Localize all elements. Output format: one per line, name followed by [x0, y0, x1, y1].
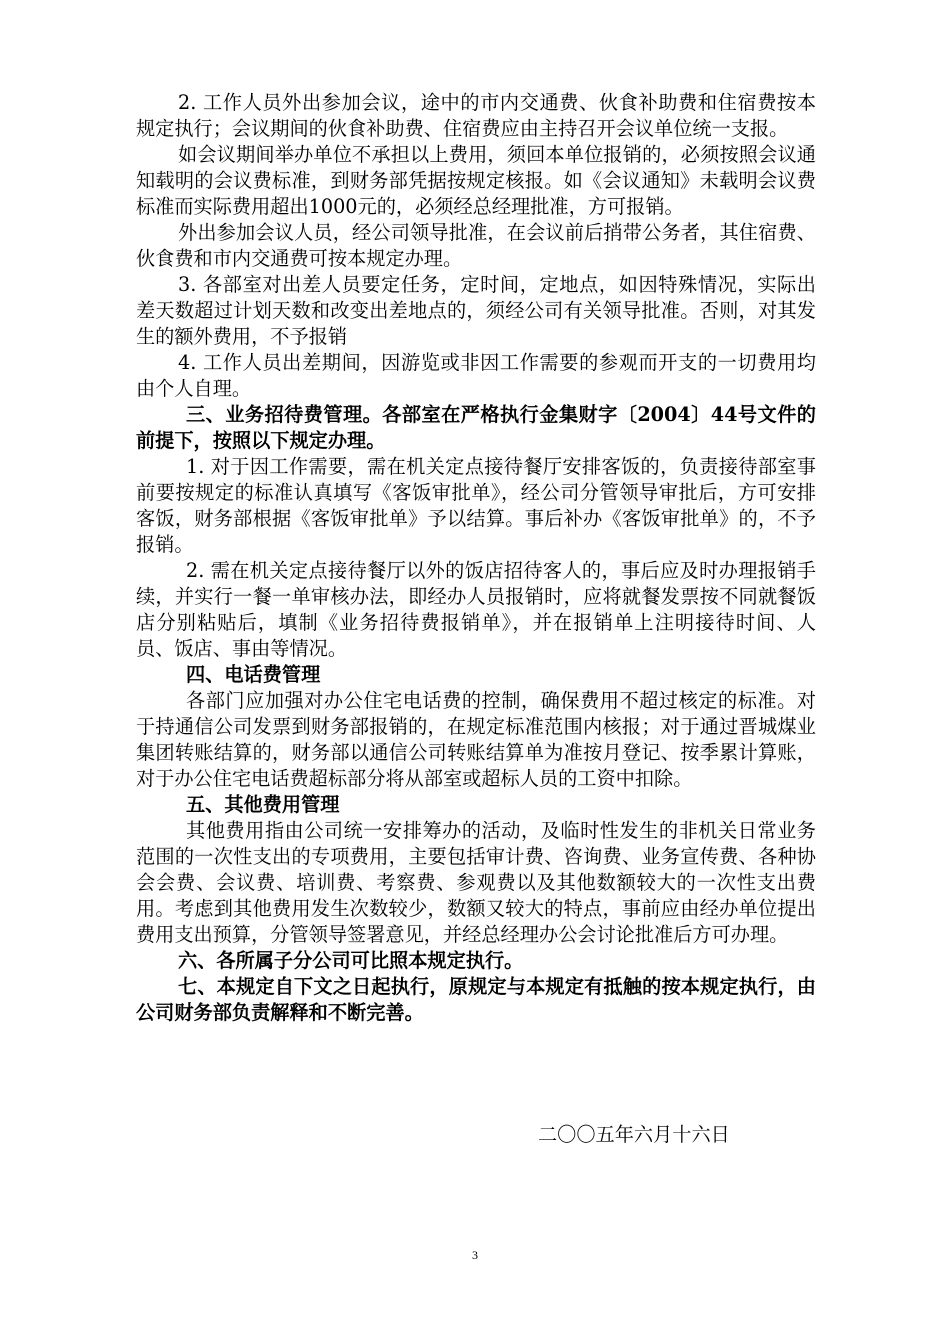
paragraph-trip-tasks: 3. 各部室对出差人员要定任务，定时间，定地点，如因特殊情况，实际出差天数超过计划天数和改变出差地点的，须经公司有关领导批准。否则，对其发生的额外费用，不予报销: [136, 273, 816, 348]
section-heading-other: 五、其他费用管理: [186, 793, 340, 816]
paragraph-meeting-business: 外出参加会议人员，经公司领导批准，在会议前后捎带公务者，其住宿费、伙食费和市内交通费可按本规定办理。: [136, 221, 816, 270]
paragraph-meeting-reimbursement: 如会议期间举办单位不承担以上费用，须回本单位报销的，必须按照会议通知载明的会议费标准，到财务部凭据按规定核报。如《会议通知》未载明会议费标准而实际费用超出1000元的，必须经总经理批准，方可报销。: [136, 143, 816, 218]
section-heading-phone: 四、电话费管理: [186, 663, 321, 686]
document-date: 二〇〇五年六月十六日: [538, 1123, 730, 1146]
paragraph-meeting-expenses: 2. 工作人员外出参加会议，途中的市内交通费、伙食补助费和住宿费按本规定执行；会议期间的伙食补助费、住宿费应由主持召开会议单位统一支报。: [136, 91, 816, 140]
page-number: 3: [472, 1248, 478, 1262]
section-effective-date: 七、本规定自下文之日起执行，原规定与本规定有抵触的按本规定执行，由公司财务部负责解释和不断完善。: [136, 975, 816, 1024]
paragraph-hospitality-restaurant: 2. 需在机关定点接待餐厅以外的饭店招待客人的，事后应及时办理报销手续，并实行一餐一单审核办法，即经办人员报销时，应将就餐发票按不同就餐饭店分别粘贴后，填制《业务招待费报销单》，并在报销单上注明接待时间、人员、饭店、事由等情况。: [136, 559, 816, 660]
document-body: [136, 90, 816, 1026]
section-heading-hospitality: 三、业务招待费管理。各部室在严格执行金集财字〔2004〕44号文件的前提下，按照以下规定办理。: [136, 403, 816, 452]
paragraph-phone-expenses: 各部门应加强对办公住宅电话费的控制，确保费用不超过核定的标准。对于持通信公司发票到财务部报销的，在规定标准范围内核报；对于通过晋城煤业集团转账结算的，财务部以通信公司转账结算单为准按月登记、按季累计算账，对于办公住宅电话费超标部分将从部室或超标人员的工资中扣除。: [136, 689, 816, 790]
paragraph-other-expenses: 其他费用指由公司统一安排筹办的活动，及临时性发生的非机关日常业务范围的一次性支出的专项费用，主要包括审计费、咨询费、业务宣传费、各种协会会费、会议费、培训费、考察费、参观费以及其他数额较大的一次性支出费用。考虑到其他费用发生次数较少，数额又较大的特点，事前应由经办单位提出费用支出预算，分管领导签署意见，并经总经理办公会讨论批准后方可办理。: [136, 819, 816, 946]
section-subsidiaries: 六、各所属子分公司可比照本规定执行。: [178, 949, 524, 972]
paragraph-trip-sightseeing: 4. 工作人员出差期间，因游览或非因工作需要的参观而开支的一切费用均由个人自理。: [136, 351, 816, 400]
paragraph-hospitality-canteen: 1. 对于因工作需要，需在机关定点接待餐厅安排客饭的，负责接待部室事前要按规定的标准认真填写《客饭审批单》，经公司分管领导审批后，方可安排客饭，财务部根据《客饭审批单》予以结算。事后补办《客饭审批单》的，不予报销。: [136, 455, 816, 556]
